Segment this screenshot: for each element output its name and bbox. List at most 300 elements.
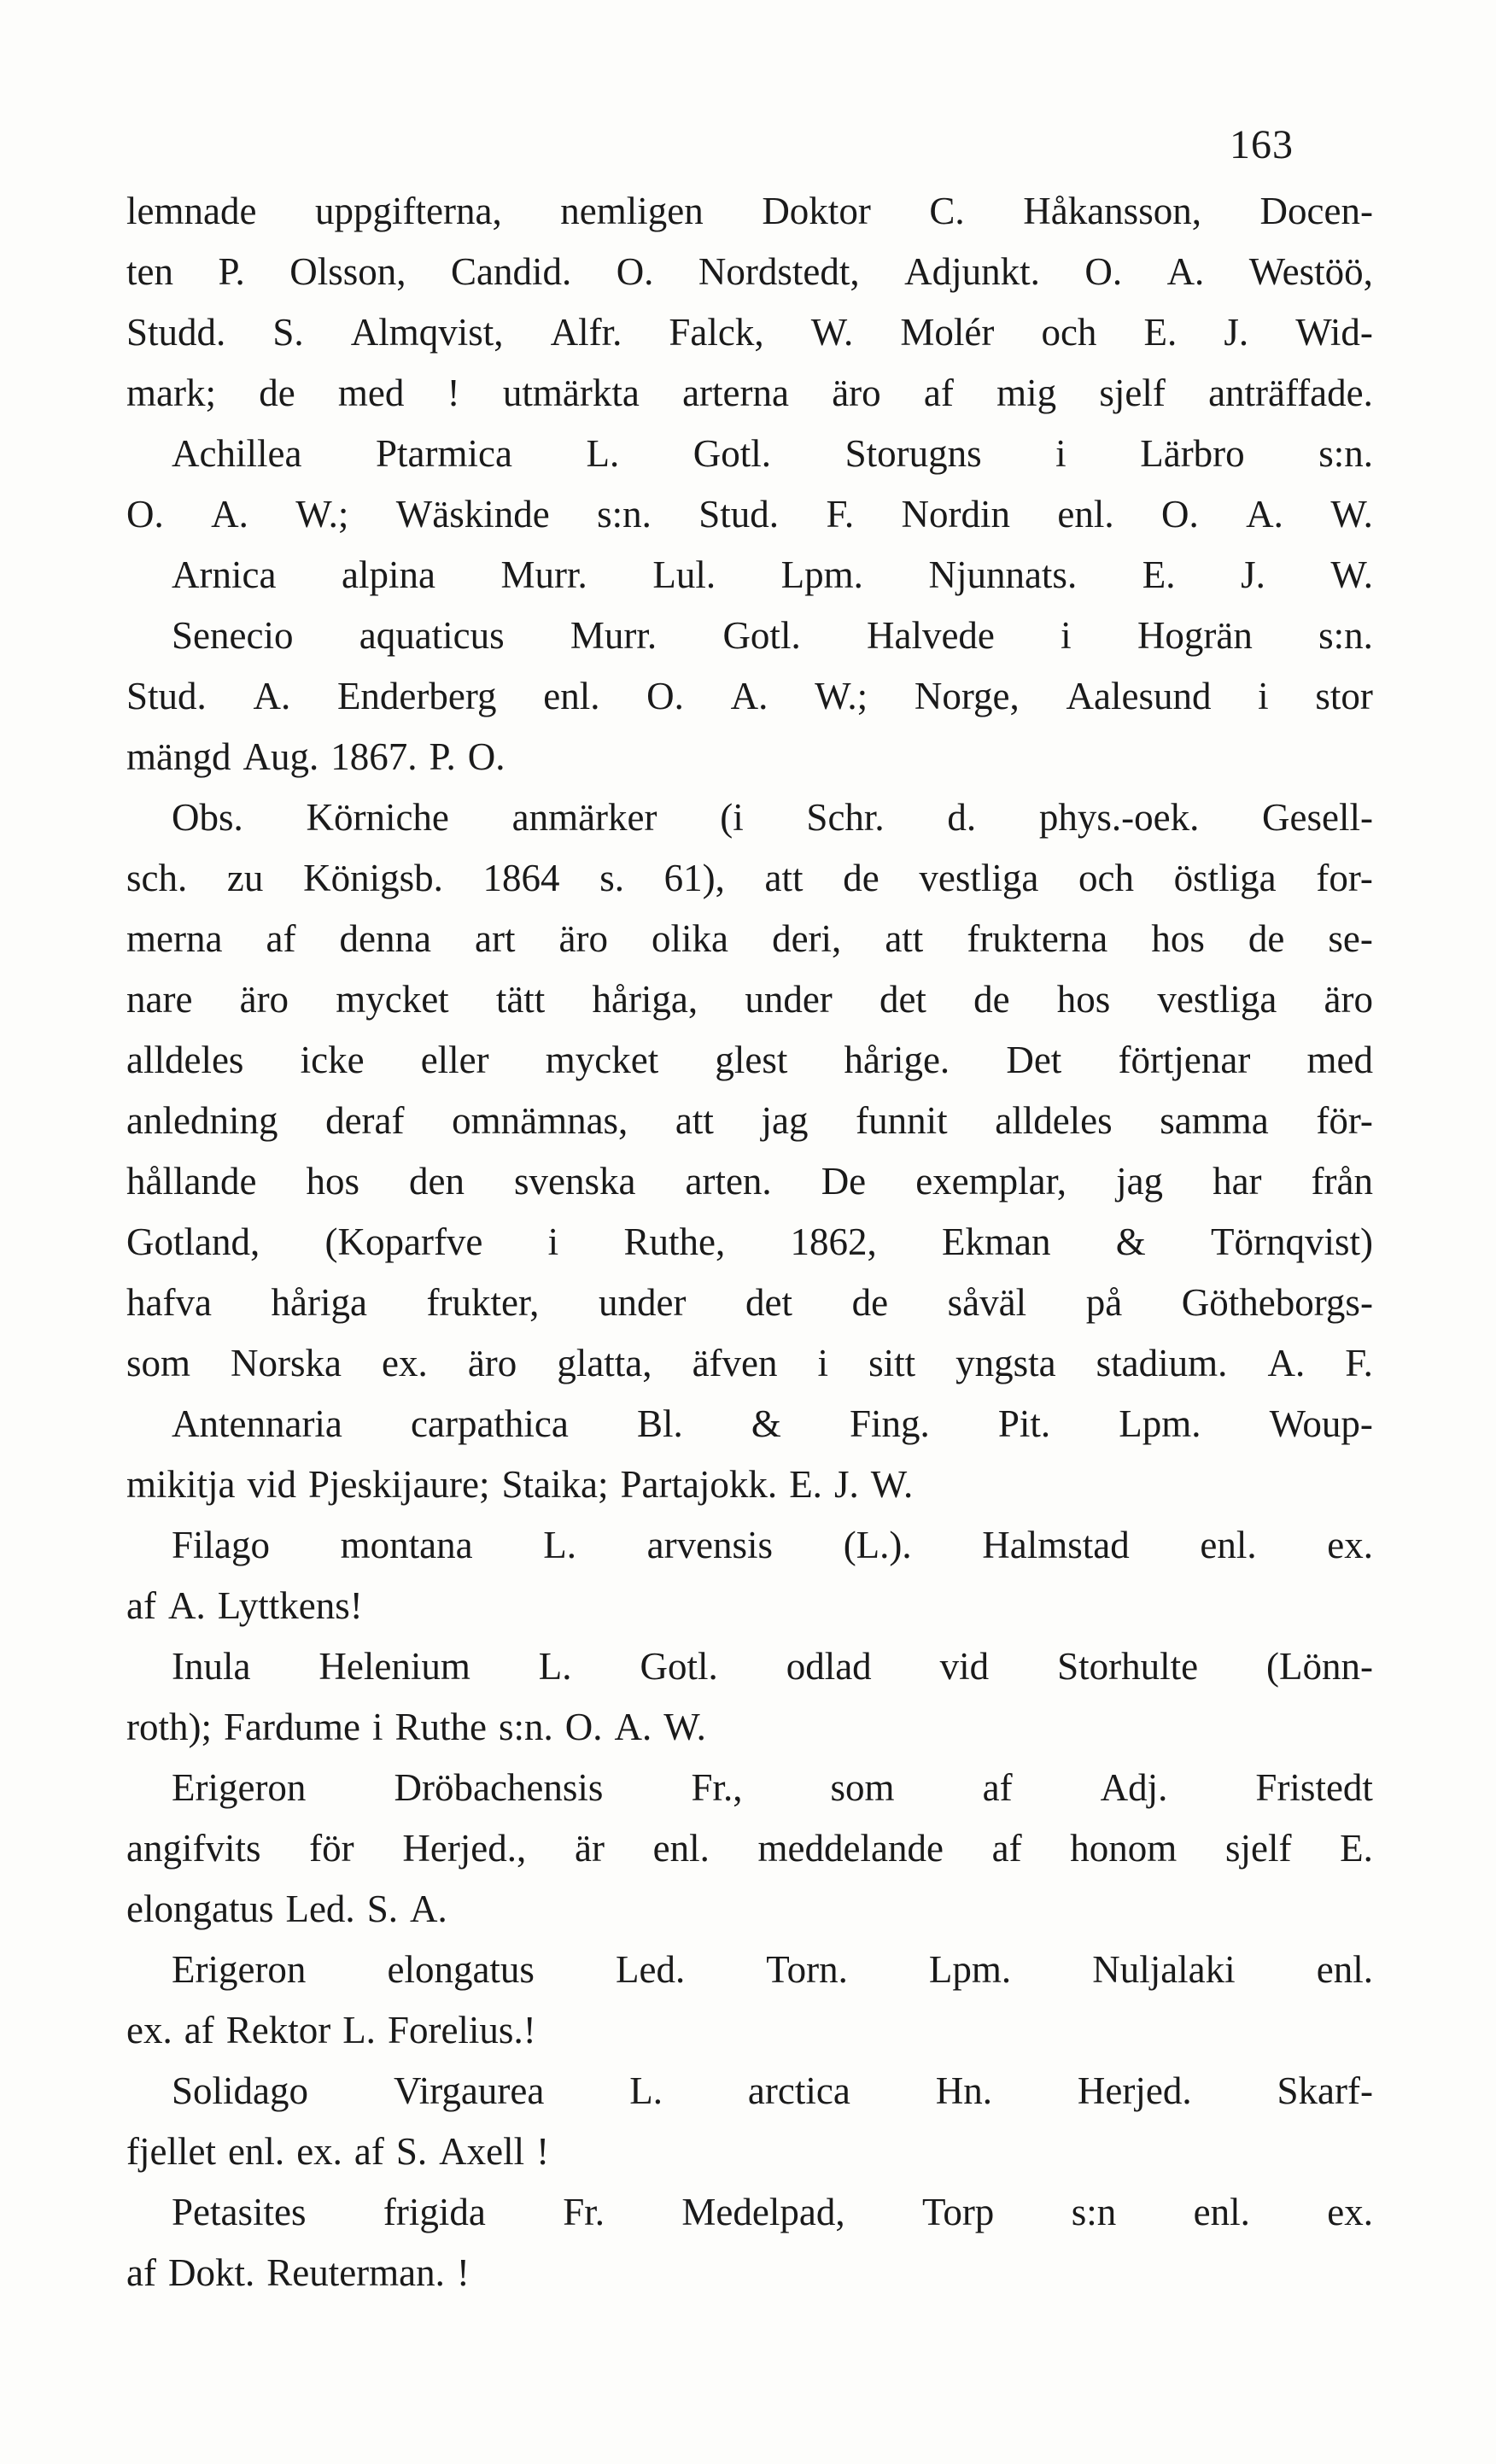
- word: Götheborgs-: [1181, 1281, 1373, 1324]
- word: 1862,: [790, 1220, 877, 1263]
- word: Helenium: [318, 1645, 470, 1688]
- word: Staika;: [501, 1463, 609, 1506]
- word: hafva: [126, 1281, 212, 1324]
- word: äro: [239, 978, 289, 1021]
- word: W.;: [295, 493, 349, 536]
- word: Inula: [172, 1645, 251, 1688]
- word: hos: [1151, 917, 1205, 960]
- word: enl.: [543, 675, 600, 717]
- word: O.: [564, 1706, 603, 1748]
- word: carpathica: [411, 1402, 569, 1445]
- word: har: [1213, 1160, 1262, 1203]
- word: O.: [1161, 493, 1199, 536]
- word: anmärker: [511, 796, 657, 839]
- word: enl.: [1193, 2191, 1250, 2233]
- word: mycket: [545, 1039, 659, 1081]
- word: glest: [715, 1039, 788, 1081]
- word: Doktor: [762, 190, 871, 232]
- word: Fr.,: [691, 1766, 743, 1809]
- word: Gotl.: [692, 432, 772, 475]
- word: Solidago: [172, 2069, 309, 2112]
- word: uppgifterna,: [315, 190, 502, 232]
- word: af: [266, 917, 296, 960]
- word: Medelpad,: [681, 2191, 845, 2233]
- word: för: [309, 1827, 354, 1870]
- text-line: [126, 1091, 1373, 1151]
- word: Nuljalaki: [1092, 1948, 1236, 1991]
- word: denna: [339, 917, 431, 960]
- word: på: [1085, 1281, 1123, 1324]
- word: äro: [467, 1342, 517, 1384]
- word: S.: [366, 1888, 398, 1930]
- word: i: [1055, 432, 1066, 475]
- word: med: [337, 372, 405, 414]
- word: Molér: [900, 311, 995, 354]
- word: af: [354, 2130, 384, 2173]
- text-line: [126, 1818, 1373, 1879]
- word: O.: [1084, 250, 1123, 293]
- text-line: [126, 484, 1373, 545]
- word: stor: [1315, 675, 1373, 717]
- word: (i: [720, 796, 744, 839]
- word: A.: [614, 1706, 652, 1748]
- word: Königsb.: [303, 857, 443, 899]
- word: Ruthe: [394, 1706, 487, 1748]
- word: Halvede: [866, 614, 995, 657]
- word: Almqvist,: [350, 311, 504, 354]
- word: svenska: [513, 1160, 636, 1203]
- word: är: [574, 1827, 605, 1870]
- word: Studd.: [126, 311, 226, 354]
- text-line: [126, 2061, 1373, 2122]
- word: nemligen: [560, 190, 704, 232]
- word: att: [675, 1099, 714, 1142]
- word: enl.: [1316, 1948, 1373, 1991]
- word: Aug.: [243, 735, 319, 778]
- word: Njunnats.: [928, 553, 1078, 596]
- word: (L.).: [843, 1524, 912, 1566]
- word: 1867.: [330, 735, 418, 778]
- word: äro: [1324, 978, 1373, 1021]
- word: de: [843, 857, 879, 899]
- word: ex.: [382, 1342, 428, 1384]
- word: frigida: [383, 2191, 486, 2233]
- word: hållande: [126, 1160, 257, 1203]
- word: meddelande: [757, 1827, 944, 1870]
- word: de: [1248, 917, 1285, 960]
- text-line: [126, 302, 1373, 363]
- word: Enderberg: [336, 675, 497, 717]
- word: W.: [810, 311, 854, 354]
- word: i: [1061, 614, 1072, 657]
- text-body: [126, 181, 1373, 2303]
- word: Senecio: [172, 614, 294, 657]
- word: håriga,: [592, 978, 698, 1021]
- word: J.: [1224, 311, 1249, 354]
- word: arctica: [747, 2069, 850, 2112]
- word: Gotl.: [640, 1645, 718, 1688]
- word: roth);: [126, 1706, 212, 1748]
- word: Wäskinde: [395, 493, 550, 536]
- word: från: [1311, 1160, 1373, 1203]
- word: af: [923, 372, 954, 414]
- word: Stud.: [126, 675, 207, 717]
- word: Docen-: [1259, 190, 1373, 232]
- word: det: [745, 1281, 793, 1324]
- word: alpina: [342, 553, 435, 596]
- word: Partajokk.: [620, 1463, 778, 1506]
- word: Erigeron: [172, 1766, 307, 1809]
- word: Halmstad: [982, 1524, 1130, 1566]
- word: mikitja: [126, 1463, 236, 1506]
- word: 1864: [482, 857, 560, 899]
- word: och: [1041, 311, 1097, 354]
- word: Håkansson,: [1023, 190, 1201, 232]
- word: E.: [789, 1463, 822, 1506]
- word: anledning: [126, 1099, 278, 1142]
- word: A.: [1246, 493, 1283, 536]
- word: A.: [211, 493, 248, 536]
- word: anträffade.: [1208, 372, 1373, 414]
- word: funnit: [856, 1099, 948, 1142]
- word: Hn.: [935, 2069, 992, 2112]
- word: angifvits: [126, 1827, 261, 1870]
- word: merna: [126, 917, 223, 960]
- word: Fr.: [563, 2191, 605, 2233]
- word: Falck,: [669, 311, 764, 354]
- text-line: [126, 1212, 1373, 1273]
- word: förtjenar: [1118, 1039, 1251, 1081]
- word: de: [259, 372, 295, 414]
- page-number: 163: [1230, 122, 1294, 167]
- word: samma: [1160, 1099, 1269, 1142]
- word: Fing.: [849, 1402, 930, 1445]
- word: s.: [599, 857, 624, 899]
- word: for-: [1316, 857, 1373, 899]
- word: s:n.: [597, 493, 652, 536]
- word: F.: [1345, 1342, 1373, 1384]
- word: C.: [929, 190, 965, 232]
- text-line: [126, 1151, 1373, 1212]
- word: Torp: [921, 2191, 995, 2233]
- word: i: [547, 1220, 559, 1263]
- word: P.: [429, 735, 456, 778]
- word: L.: [629, 2069, 663, 2112]
- word: E.: [1340, 1827, 1373, 1870]
- word: yngsta: [955, 1342, 1056, 1384]
- word: O.: [616, 250, 654, 293]
- word: A.: [253, 675, 291, 717]
- word: håriga: [271, 1281, 367, 1324]
- word: Antennaria: [172, 1402, 342, 1445]
- word: ex.: [126, 2009, 172, 2051]
- word: Dröbachensis: [394, 1766, 604, 1809]
- word: 61),: [663, 857, 725, 899]
- word: Adj.: [1100, 1766, 1168, 1809]
- word: Olsson,: [289, 250, 406, 293]
- text-line: [126, 1454, 1373, 1515]
- word: Törnqvist): [1211, 1220, 1373, 1263]
- word: Alfr.: [550, 311, 622, 354]
- word: Woup-: [1269, 1402, 1373, 1445]
- word: Stud.: [698, 493, 780, 536]
- word: L.: [543, 1524, 576, 1566]
- word: Aalesund: [1066, 675, 1212, 717]
- word: Bl.: [636, 1402, 683, 1445]
- word: montana: [340, 1524, 473, 1566]
- word: W.: [1330, 493, 1373, 536]
- word: Westöö,: [1248, 250, 1373, 293]
- word: östliga: [1173, 857, 1277, 899]
- word: arvensis: [646, 1524, 774, 1566]
- word: Obs.: [172, 796, 243, 839]
- word: Forelius.!: [387, 2009, 536, 2051]
- word: W.;: [815, 675, 868, 717]
- word: af: [991, 1827, 1022, 1870]
- word: af: [126, 2251, 156, 2294]
- word: Det: [1006, 1039, 1062, 1081]
- word: phys.-oek.: [1038, 796, 1200, 839]
- word: sjelf: [1225, 1827, 1292, 1870]
- word: s:n.: [1318, 432, 1373, 475]
- word: O.: [646, 675, 684, 717]
- word: (Koparfve: [324, 1220, 483, 1263]
- word: och: [1078, 857, 1134, 899]
- word: med: [1306, 1039, 1373, 1081]
- word: Reuterman.: [266, 2251, 445, 2294]
- word: Erigeron: [172, 1948, 307, 1991]
- word: elongatus: [126, 1888, 274, 1930]
- word: arterna: [682, 372, 789, 414]
- word: ex.: [1327, 2191, 1373, 2233]
- word: Arnica: [172, 553, 277, 596]
- word: nare: [126, 978, 193, 1021]
- word: P.: [218, 250, 245, 293]
- word: omnämnas,: [452, 1099, 628, 1142]
- word: äro: [558, 917, 608, 960]
- word: alldeles: [995, 1099, 1113, 1142]
- word: som: [126, 1342, 191, 1384]
- text-line: [126, 363, 1373, 424]
- word: Herjed.,: [402, 1827, 527, 1870]
- word: Nordin: [901, 493, 1011, 536]
- word: Petasites: [172, 2191, 307, 2233]
- text-line: [126, 1940, 1373, 2000]
- word: Storugns: [844, 432, 982, 475]
- text-line: [126, 1394, 1373, 1454]
- word: mycket: [336, 978, 449, 1021]
- word: frukter,: [426, 1281, 540, 1324]
- word: F.: [826, 493, 855, 536]
- word: för-: [1316, 1099, 1373, 1142]
- word: jag: [1116, 1160, 1164, 1203]
- word: enl.: [227, 2130, 285, 2173]
- word: Norska: [231, 1342, 342, 1384]
- word: enl.: [652, 1827, 710, 1870]
- text-line: [126, 1333, 1373, 1394]
- text-line: [126, 1636, 1373, 1697]
- word: hårige.: [844, 1039, 950, 1081]
- word: Axell: [439, 2130, 525, 2173]
- word: i: [1258, 675, 1269, 717]
- word: olika: [652, 917, 729, 960]
- word: mark;: [126, 372, 216, 414]
- word: &: [1115, 1220, 1146, 1263]
- word: att: [764, 857, 804, 899]
- word: honom: [1070, 1827, 1178, 1870]
- word: i: [817, 1342, 829, 1384]
- word: Gotl.: [722, 614, 801, 657]
- word: A.: [1267, 1342, 1306, 1384]
- word: de: [973, 978, 1010, 1021]
- word: Fardume: [223, 1706, 360, 1748]
- word: af: [982, 1766, 1013, 1809]
- text-line: [126, 1758, 1373, 1818]
- word: Gotland,: [126, 1220, 260, 1263]
- word: alldeles: [126, 1039, 244, 1081]
- text-line: [126, 424, 1373, 484]
- text-line: [126, 2122, 1373, 2182]
- text-line: [126, 727, 1373, 787]
- word: Pjeskijaure;: [308, 1463, 490, 1506]
- text-line: [126, 1273, 1373, 1333]
- word: !: [536, 2130, 550, 2173]
- word: Lyttkens!: [217, 1584, 363, 1627]
- word: i: [371, 1706, 383, 1748]
- word: såväl: [947, 1281, 1027, 1324]
- word: L.: [342, 2009, 376, 2051]
- word: äfven: [692, 1342, 778, 1384]
- word: af: [184, 2009, 214, 2051]
- word: ten: [126, 250, 173, 293]
- word: Lpm.: [928, 1948, 1012, 1991]
- word: Fristedt: [1255, 1766, 1373, 1809]
- word: arten.: [685, 1160, 772, 1203]
- word: Virgaurea: [393, 2069, 545, 2112]
- word: frukterna: [967, 917, 1108, 960]
- word: s:n.: [1318, 614, 1373, 657]
- word: Murr.: [570, 614, 657, 657]
- word: !: [447, 372, 460, 414]
- word: vestliga: [919, 857, 1039, 899]
- text-line: [126, 1879, 1373, 1940]
- text-line: [126, 909, 1373, 969]
- word: Lpm.: [780, 553, 863, 596]
- word: Norge,: [914, 675, 1020, 717]
- word: L.: [586, 432, 620, 475]
- word: O.: [467, 735, 505, 778]
- word: zu: [226, 857, 264, 899]
- word: &: [751, 1402, 781, 1445]
- word: Wid-: [1295, 311, 1373, 354]
- word: sitt: [868, 1342, 916, 1384]
- word: Ptarmica: [375, 432, 512, 475]
- word: Filago: [172, 1524, 271, 1566]
- word: Lul.: [652, 553, 716, 596]
- word: ex.: [296, 2130, 342, 2173]
- word: under: [599, 1281, 687, 1324]
- word: Lpm.: [1119, 1402, 1201, 1445]
- word: att: [885, 917, 924, 960]
- text-line: [126, 2243, 1373, 2303]
- word: äro: [832, 372, 881, 414]
- word: Nordstedt,: [698, 250, 860, 293]
- word: Skarf-: [1277, 2069, 1373, 2112]
- word: fjellet: [126, 2130, 216, 2173]
- word: Achillea: [172, 432, 302, 475]
- word: Led.: [616, 1948, 686, 1991]
- word: W.: [870, 1463, 914, 1506]
- word: J.: [833, 1463, 859, 1506]
- word: W.: [663, 1706, 706, 1748]
- word: vestliga: [1157, 978, 1277, 1021]
- word: vid: [247, 1463, 297, 1506]
- word: mängd: [126, 735, 231, 778]
- word: Ekman: [941, 1220, 1051, 1263]
- word: A.: [730, 675, 768, 717]
- word: s:n: [1071, 2191, 1117, 2233]
- text-line: [126, 2182, 1373, 2243]
- word: Gesell-: [1262, 796, 1373, 839]
- word: A.: [167, 1584, 206, 1627]
- word: som: [830, 1766, 895, 1809]
- word: De: [821, 1160, 867, 1203]
- word: sch.: [126, 857, 188, 899]
- text-line: [126, 1576, 1373, 1636]
- word: eller: [420, 1039, 489, 1081]
- word: under: [745, 978, 833, 1021]
- word: L.: [538, 1645, 572, 1688]
- word: Murr.: [500, 553, 587, 596]
- text-line: [126, 787, 1373, 848]
- word: de: [851, 1281, 889, 1324]
- word: odlad: [786, 1645, 872, 1688]
- word: A.: [1166, 250, 1205, 293]
- word: s:n.: [498, 1706, 553, 1748]
- word: Pit.: [997, 1402, 1051, 1445]
- text-line: [126, 969, 1373, 1030]
- text-line: [126, 848, 1373, 909]
- word: deraf: [325, 1099, 405, 1142]
- word: A.: [409, 1888, 447, 1930]
- word: S.: [395, 2130, 428, 2173]
- text-line: [126, 545, 1373, 606]
- word: O.: [126, 493, 164, 536]
- text-line: [126, 1030, 1373, 1091]
- word: E.: [1143, 311, 1178, 354]
- word: hos: [1056, 978, 1111, 1021]
- word: W.: [1330, 553, 1373, 596]
- word: !: [456, 2251, 470, 2294]
- word: Torn.: [766, 1948, 848, 1991]
- text-line: [126, 1515, 1373, 1576]
- word: Candid.: [450, 250, 572, 293]
- word: ex.: [1327, 1524, 1373, 1566]
- text-line: [126, 2000, 1373, 2061]
- word: utmärkta: [502, 372, 640, 414]
- word: se-: [1328, 917, 1373, 960]
- word: glatta,: [557, 1342, 652, 1384]
- word: Hogrän: [1137, 614, 1253, 657]
- word: Rektor: [225, 2009, 331, 2051]
- word: enl.: [1200, 1524, 1257, 1566]
- word: Schr.: [806, 796, 885, 839]
- word: lemnade: [126, 190, 257, 232]
- word: Herjed.: [1077, 2069, 1192, 2112]
- word: vid: [939, 1645, 990, 1688]
- word: tätt: [495, 978, 546, 1021]
- word: jag: [761, 1099, 809, 1142]
